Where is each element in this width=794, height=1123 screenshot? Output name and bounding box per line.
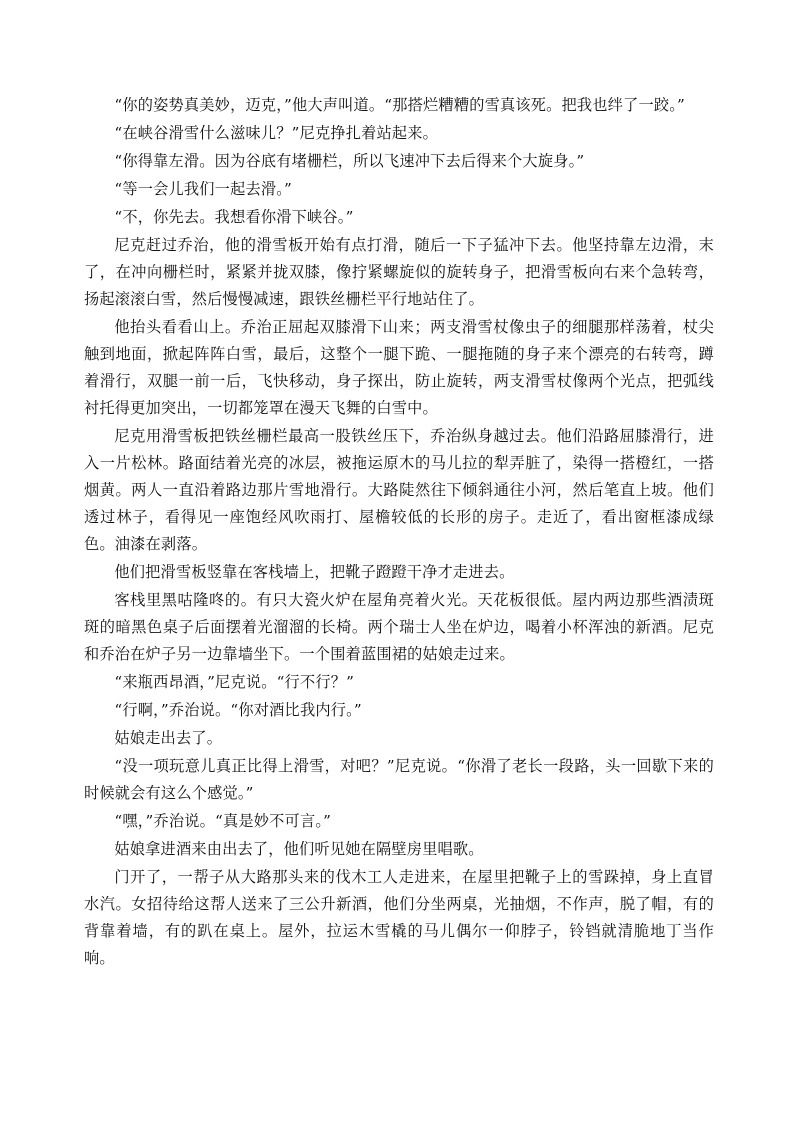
paragraph-3: “你得靠左滑。因为谷底有堵栅栏，所以飞速冲下去后得来个大旋身。”: [114, 152, 585, 170]
paragraph-9: 他们把滑雪板竖靠在客栈墙上，把靴子蹬蹬干净才走进去。: [114, 563, 515, 581]
paragraph-8: 尼克用滑雪板把铁丝栅栏最高一股铁丝压下，乔治纵身越过去。他们沿路屈膝滑行，进入一片松林。路面结着光亮的冰层，被拖运原木的马儿拉的犁弄脏了，染得一搭橙红，一搭烟黄。两人一直沿着路边那片雪地滑行。大路陡然往下倾斜通往小河，然后笔直上坡。他们透过林子，看得见一座饱经风吹雨打、屋檐较低的长形的房子。走近了，看出窗框漆成绿色。油漆在剥落。: [84, 427, 714, 553]
paragraph-12: “行啊，”乔治说。“你对酒比我内行。”: [114, 701, 362, 719]
paragraph-7: 他抬头看看山上。乔治正屈起双膝滑下山来；两支滑雪杖像虫子的细腿那样荡着，杖尖触到地面，掀起阵阵白雪，最后，这整个一腿下跪、一腿拖随的身子来个漂亮的右转弯，蹲着滑行，双腿一前一后，飞快移动，身子探出，防止旋转，两支滑雪杖像两个光点，把弧线衬托得更加突出，一切都笼罩在漫天飞舞的白雪中。: [84, 318, 714, 417]
paragraph-16: 姑娘拿进酒来由出去了，他们听见她在隔壁房里唱歌。: [114, 840, 484, 858]
paragraph-14: “没一项玩意儿真正比得上滑雪，对吧？”尼克说。“你滑了老长一段路，头一回歇下来的时候就会有这么个感觉。”: [84, 757, 714, 802]
paragraph-6: 尼克赶过乔治，他的滑雪板开始有点打滑，随后一下子猛冲下去。他坚持靠左边滑，末了，在冲向栅栏时，紧紧并拢双膝，像拧紧螺旋似的旋转身子，把滑雪板向右来个急转弯，扬起滚滚白雪，然后慢慢减速，跟铁丝栅栏平行地站住了。: [84, 236, 714, 308]
paragraph-13: 姑娘走出去了。: [114, 729, 223, 747]
story-text: [84, 92, 714, 973]
paragraph-2: “在峡谷滑雪什么滋味儿？”尼克挣扎着站起来。: [114, 124, 439, 142]
paragraph-5: “不，你先去。我想看你滑下峡谷。”: [114, 208, 354, 226]
paragraph-11: “来瓶西昂酒，”尼克说。“行不行？”: [114, 673, 355, 691]
paragraph-10: 客栈里黑咕隆咚的。有只大瓷火炉在屋角亮着火光。天花板很低。屋内两边那些酒渍斑斑的暗黑色桌子后面摆着光溜溜的长椅。两个瑞士人坐在炉边，喝着小杯浑浊的新酒。尼克和乔治在炉子另一边靠墙坐下。一个围着蓝围裙的姑娘走过来。: [84, 591, 714, 663]
paragraph-17: 门开了，一帮子从大路那头来的伐木工人走进来，在屋里把靴子上的雪跺掉，身上直冒水汽。女招待给这帮人送来了三公升新酒，他们分坐两桌，光抽烟，不作声，脱了帽，有的背靠着墙，有的趴在桌上。屋外，拉运木雪橇的马儿偶尔一仰脖子，铃铛就清脆地丁当作响。: [84, 868, 714, 967]
paragraph-15: “嘿，”乔治说。“真是妙不可言。”: [114, 812, 332, 830]
paragraph-1: “你的姿势真美妙，迈克，”他大声叫道。“那搭烂糟糟的雪真该死。把我也绊了一跤。”: [114, 96, 685, 114]
paragraph-4: “等一会儿我们一起去滑。”: [114, 180, 292, 198]
